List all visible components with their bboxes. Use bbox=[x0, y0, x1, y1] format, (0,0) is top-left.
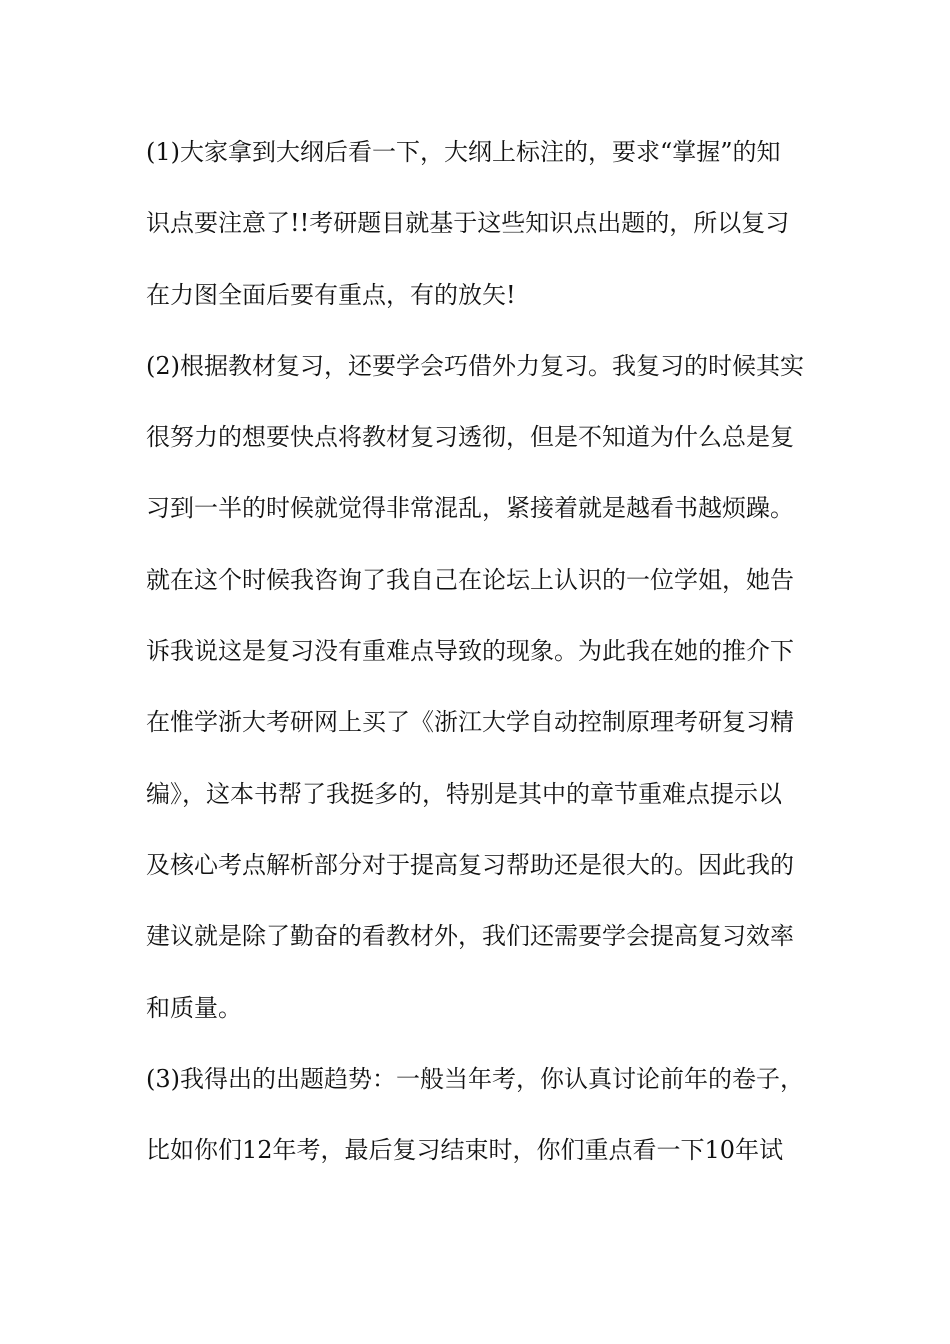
text-line: 就在这个时候我咨询了我自己在论坛上认识的一位学姐，她告 bbox=[146, 565, 794, 594]
text-line: 诉我说这是复习没有重难点导致的现象。为此我在她的推介下 bbox=[146, 637, 794, 666]
text-line: 编》，这本书帮了我挺多的，特别是其中的章节重难点提示以 bbox=[146, 779, 782, 808]
text-line: 在惟学浙大考研网上买了《浙江大学自动控制原理考研复习精 bbox=[146, 708, 794, 737]
text-line: 比如你们12年考，最后复习结束时，你们重点看一下10年试 bbox=[146, 1136, 784, 1165]
text-line: 在力图全面后要有重点，有的放矢! bbox=[146, 280, 516, 309]
document-body bbox=[146, 128, 806, 1197]
text-line: 及核心考点解析部分对于提高复习帮助还是很大的。因此我的 bbox=[146, 850, 794, 879]
text-line: 很努力的想要快点将教材复习透彻，但是不知道为什么总是复 bbox=[146, 423, 794, 452]
text-line: 和质量。 bbox=[146, 993, 242, 1022]
text-line: 建议就是除了勤奋的看教材外，我们还需要学会提高复习效率 bbox=[146, 922, 794, 951]
text-line: (3)我得出的出题趋势：一般当年考，你认真讨论前年的卷子， bbox=[146, 1064, 804, 1093]
text-line: 识点要注意了!!考研题目就基于这些知识点出题的，所以复习 bbox=[146, 209, 790, 238]
text-line: (2)根据教材复习，还要学会巧借外力复习。我复习的时候其实 bbox=[146, 351, 804, 380]
text-line: 习到一半的时候就觉得非常混乱，紧接着就是越看书越烦躁。 bbox=[146, 494, 794, 523]
text-line: (1)大家拿到大纲后看一下，大纲上标注的，要求“掌握”的知 bbox=[146, 138, 781, 166]
